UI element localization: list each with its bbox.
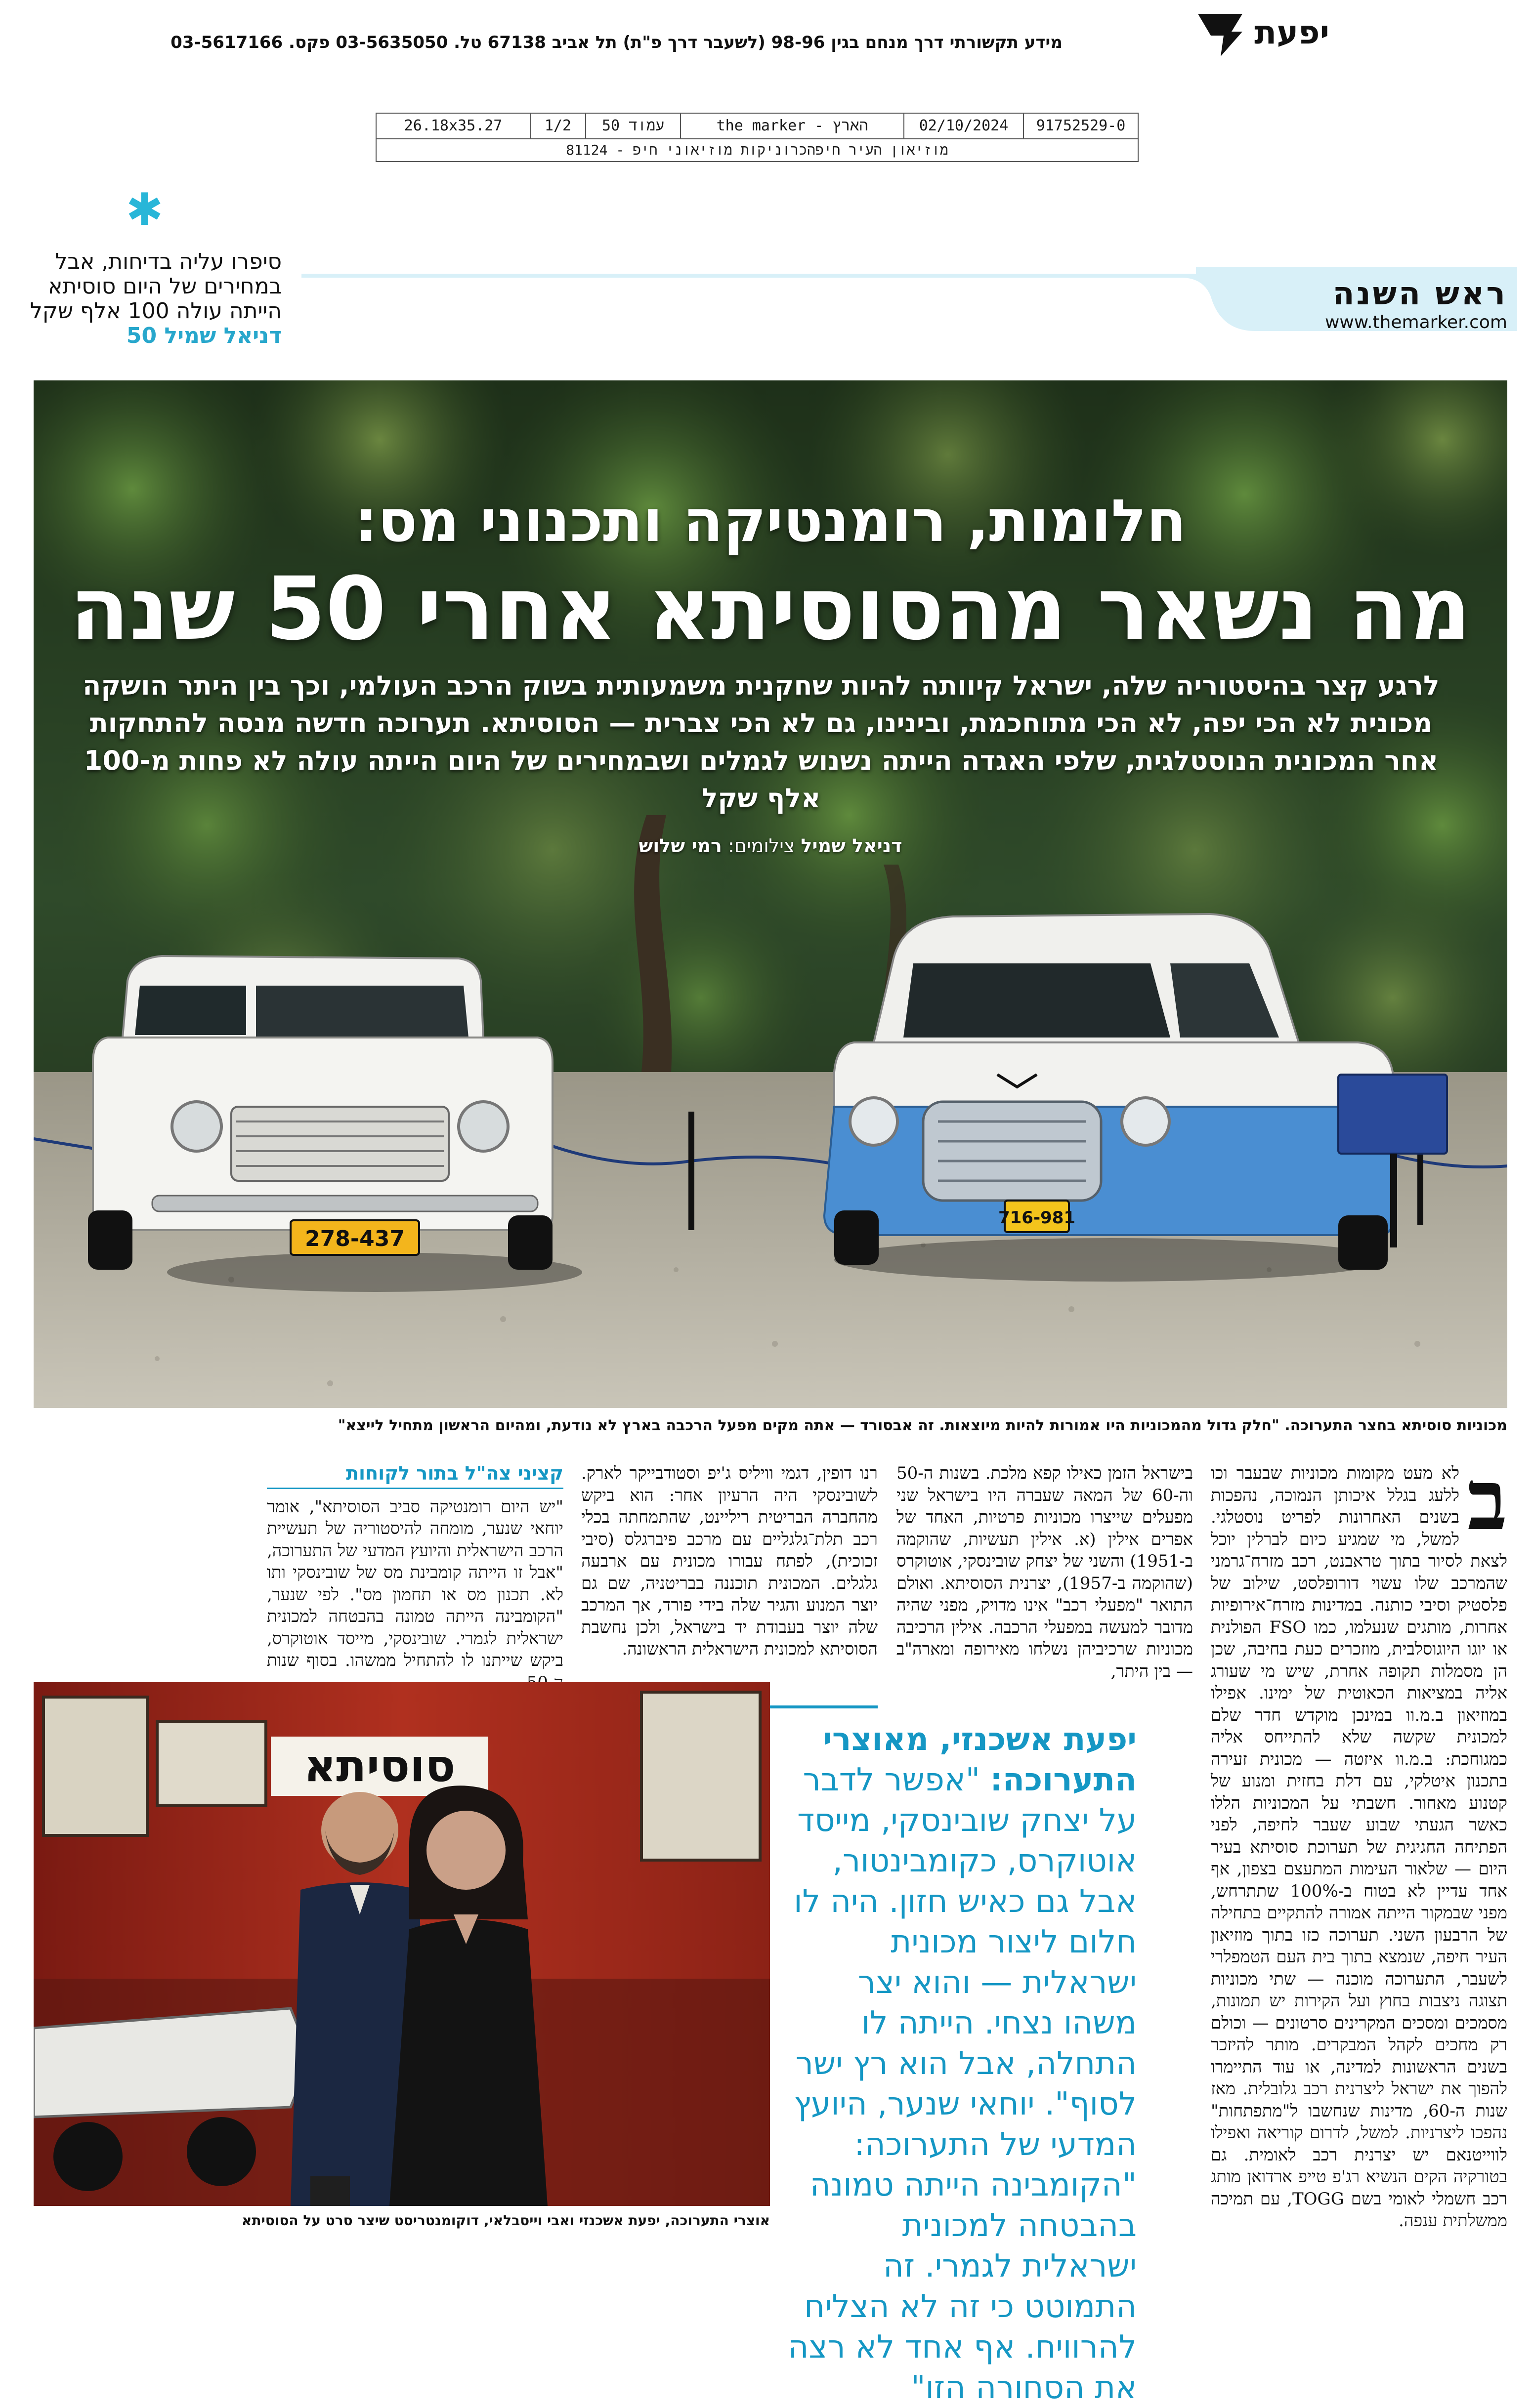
- article-column-1: [1211, 1451, 1507, 2232]
- curators-photo-caption: אוצרי התערוכה, יפעת אשכנזי ואבי וייסבלאי, דוקומנטריסט שיצר סרט על הסוסיתא: [241, 2212, 770, 2229]
- clip-size: 26.18x35.27: [404, 117, 503, 134]
- article-column-4: [267, 1462, 563, 1694]
- clip-subject: מוזיאון העיר חיפהכרוניקות מוזיאוני חיפ - 81124: [566, 142, 948, 158]
- article-column-1-text: לא מעט מקומות מכוניות שבעבר וכו ללעג בגלל איכותן הנמוכה, נהפכות בשנים האחרונות לפריט נוסטלגי. למשל, מי שמגיע כיום לברלין יוכל לצאת לסיור בתוך טראבנט, רכב מזרח־גרמני שהמרכב שלו עשוי דורופלסט, שילוב של פלסטיק וסיבי כותנה. במדינות מזרח־אירופיות אחרות, מותגים שנעלמו, כמו FSO הפולנית או יוגו היוגוסלבית, מוזכרים כעת בחיבה, שכן הן מסמלות תקופה אחרת, שיש מי שעורג אליה במציאות הכאוטית של ימינו. אפילו במוזיאון ב.מ.וו במינכן מוקדש חדר שלם למכונית שקשה שלא להתייחס אליה כמגוחכת: ב.מ.וו איזטה — מכונית זעירה בתכנון איטלקי, עם דלת בחזית ומנוע של קטנוע מאחור. חשבתי על המכוניות הללו כאשר הגעתי שבוע שעבר לחיפה, לפני הפתיחה החגיגית של תערוכת סוסיתא בעיר היום — שלאור העימות המתעצם בצפון, אף אחד עדיין לא בטוח ב-100% שתתרחש, מפני שבמקור הייתה אמורה להתקיים בתחילה של הרבעון השני. תערוכה כזו בתוך מוזיאון העיר חיפה, שנמצא בתוך בית העם הטמפלרי לשעבר, התערוכה מוכנה — שתי מכוניות תצוגה ניצבות בחוץ ועל הקירות יש תמונות, מסמכים ומסכים המקרינים סרטונים — וכולם רק מחכים לקהל המבקרים. מותר להיזכר בשנים הראשונות למדינה, או עוד התיימרו להפוך את ישראל ליצרנית רכב גלובלית. מאז שנות ה-60, מדינות שנחשבו ל"מתפתחות" נהפכו ליצרניות. למשל, לדרום קוריאה ואפילו לווייטנאם יש יצרנית רכב לאומית. גם בטורקיה הקים הנשיא רג'פ טייפ ארדואן מותג רכב חשמלי לאומי בשם TOGG, עם תמיכה ממשלתית ענפה.: [1211, 1463, 1507, 2231]
- article-column-3: [581, 1462, 878, 1661]
- asterisk-icon: ✱: [126, 184, 164, 236]
- clipping-agency-header: [170, 5, 1329, 79]
- article-column-4-text: "יש היום רומנטיקה סביב הסוסיתא", אומר יוחאי שנער, מומחה להיסטוריה של תעשיית הרכב הישראלית והיועץ המדעי של התערוכה, "אבל זו הייתה קומבינת מס של שובינסקי ותו לא. תכנון מס או תחמון מס". לפי שנער, "הקומבינה הייתה טמונה בהבטחה למכונית ישראלית לגמרי. שובינסקי, מייסד אוטוקרס, ביקש שייתנו לו להתחיל ממשהו. בסוף שנות: [267, 1496, 563, 1670]
- hero-photo-caption: מכוניות סוסיתא בחצר התערוכה. "חלק גדול מהמכוניות היו אמורות להיות מיוצאות. זה אבסורד — אתה מקים מפעל הרכבה בארץ לא נודעת, ומהיום הראשון מתחיל לייצא": [338, 1417, 1507, 1434]
- agency-name: יפעת: [1254, 13, 1329, 51]
- pullquote: [781, 1719, 1137, 2408]
- clip-date: 02/10/2024: [903, 114, 1023, 138]
- agency-contact-line: מידע תקשורתי דרך מנחם בגין 98-96 (לשעבר דרך פ"ת) תל אביב 67138 טל. 03-5635050 פקס. 03-5617166: [170, 33, 1063, 52]
- teaser-text: סיפרו עליה בדיחות, אבל במחירים של היום סוסיתא הייתה עולה 100 אלף שקל: [30, 249, 282, 324]
- clip-code: 91752529-0: [1023, 114, 1138, 138]
- article-byline: [34, 835, 1507, 857]
- clip-page: עמוד 50: [585, 114, 680, 138]
- yifat-bird-icon: [1193, 5, 1247, 59]
- column-subheading: קציני צה"ל בתור לקוחות: [267, 1462, 563, 1489]
- article-column-2-text: בישראל הזמן כאילו קפא מלכת. בשנות ה-50 וה-60 של המאה שעברה היו בישראל שני מפעלים שייצרו מכוניות פרטיות, האחד של אפרים אילין (א. אילין תעשיות, שהוקמה ב-1951) והשני של יצחק שובינסקי, אוטוקרס (שהוקמה ב-1957), יצרנית הסוסיתא. ואולם התואר "מפעלי רכב" אינו מדויק, מפני שהיה מדובר למעשה במפעלי הרכבה. אילין הרכיבה מכוניות שרכיביהן נשלחו מאירופה ומארה"ב — בין היתר,: [896, 1463, 1193, 1681]
- article-subhead: לרגע קצר בהיסטוריה שלה, ישראל קיוותה להיות שחקנית משמעותית בשוק הרכב העולמי, וכך בין היתר הושקה מכונית לא הכי יפה, לא הכי מתוחכמת, ובינינו, גם לא הכי צברית — הסוסיתא. תערוכה חדשה מנסה להתחקות אחר המכונית הנוסטלגית, שלפי האגדה הייתה נשנוש לגמלים ושבמחירים של היום הייתה עולה לא פחות מ-100 אלף שקל: [83, 670, 1440, 814]
- drop-cap: ב: [1467, 1451, 1507, 1549]
- hero-photo: [34, 380, 1507, 1408]
- byline-photo-label: צילומים:: [728, 835, 795, 857]
- article-kicker: חלומות, רומנטיקה ותכנוני מס:: [354, 487, 1187, 555]
- curators-photo-illustration: [34, 1682, 770, 2206]
- left-plate-number: 278-437: [305, 1226, 405, 1251]
- teaser-author: דניאל שמיל 50: [126, 323, 282, 348]
- article-column-3-text: רנו דופין, דגמי וויליס ג'יפ וסטודבייקר לארק. לשובינסקי היה הרעיון אחר: הוא ביקש מהחברה הבריטית ריליינט, שהתמחתה בכלי רכב תלת־גלגליים עם מרכב פיברגלס (סיבי זכוכית), לפתח עבורו מכונית עם ארבעה גלגלים. המכונית תוכננה בבריטניה, שם גם יוצר המנוע והגיר שלה בידי פורד, אך המרכב שלה יוצר בעבודת יד בישראל, ולכן נחשבת הסוסיתא למכונית הישראלית הראשונה.: [581, 1463, 878, 1659]
- byline-photographer: רמי שלוש: [639, 835, 722, 857]
- clip-info-box: [376, 113, 1139, 162]
- agency-logo: [1193, 5, 1329, 59]
- clip-part: 1/2: [530, 114, 585, 138]
- byline-author: דניאל שמיל: [801, 835, 902, 857]
- section-title: ראש השנה: [1332, 276, 1507, 312]
- teaser: [20, 249, 282, 348]
- right-plate-number: 716-981: [998, 1208, 1076, 1228]
- pullquote-speaker: יפעת אשכנזי, מאוצרי התערוכה:: [822, 1721, 1137, 1798]
- section-url: www.themarker.com: [1324, 312, 1507, 332]
- section-band: [301, 267, 1517, 331]
- clip-publication: הארץ - the marker: [680, 114, 903, 138]
- pullquote-text: "אפשר לדבר על יצחק שובינסקי, מייסד אוטוקרס, כקומבינטור, אבל גם כאיש חזון. היה לו חלום ליצור מכונית ישראלית — והוא יצר משהו נצחי. הייתה לו התחלה, אבל הוא רץ ישר לסוף". יוחאי שנער, היועץ המדעי של התערוכה: "הקומבינה הייתה טמונה בהבטחה למכונית ישראלית לגמרי. זה התמוטט כי זה לא הצליח להרוויח. אף אחד לא רצה את הסחורה הזו": [788, 1762, 1137, 2406]
- article-column-2: [896, 1462, 1193, 1682]
- sign-text: סוסיתא: [303, 1740, 456, 1792]
- curators-photo: [34, 1682, 770, 2206]
- article-headline: מה נשאר מהסוסיתא אחרי 50 שנה: [70, 558, 1471, 660]
